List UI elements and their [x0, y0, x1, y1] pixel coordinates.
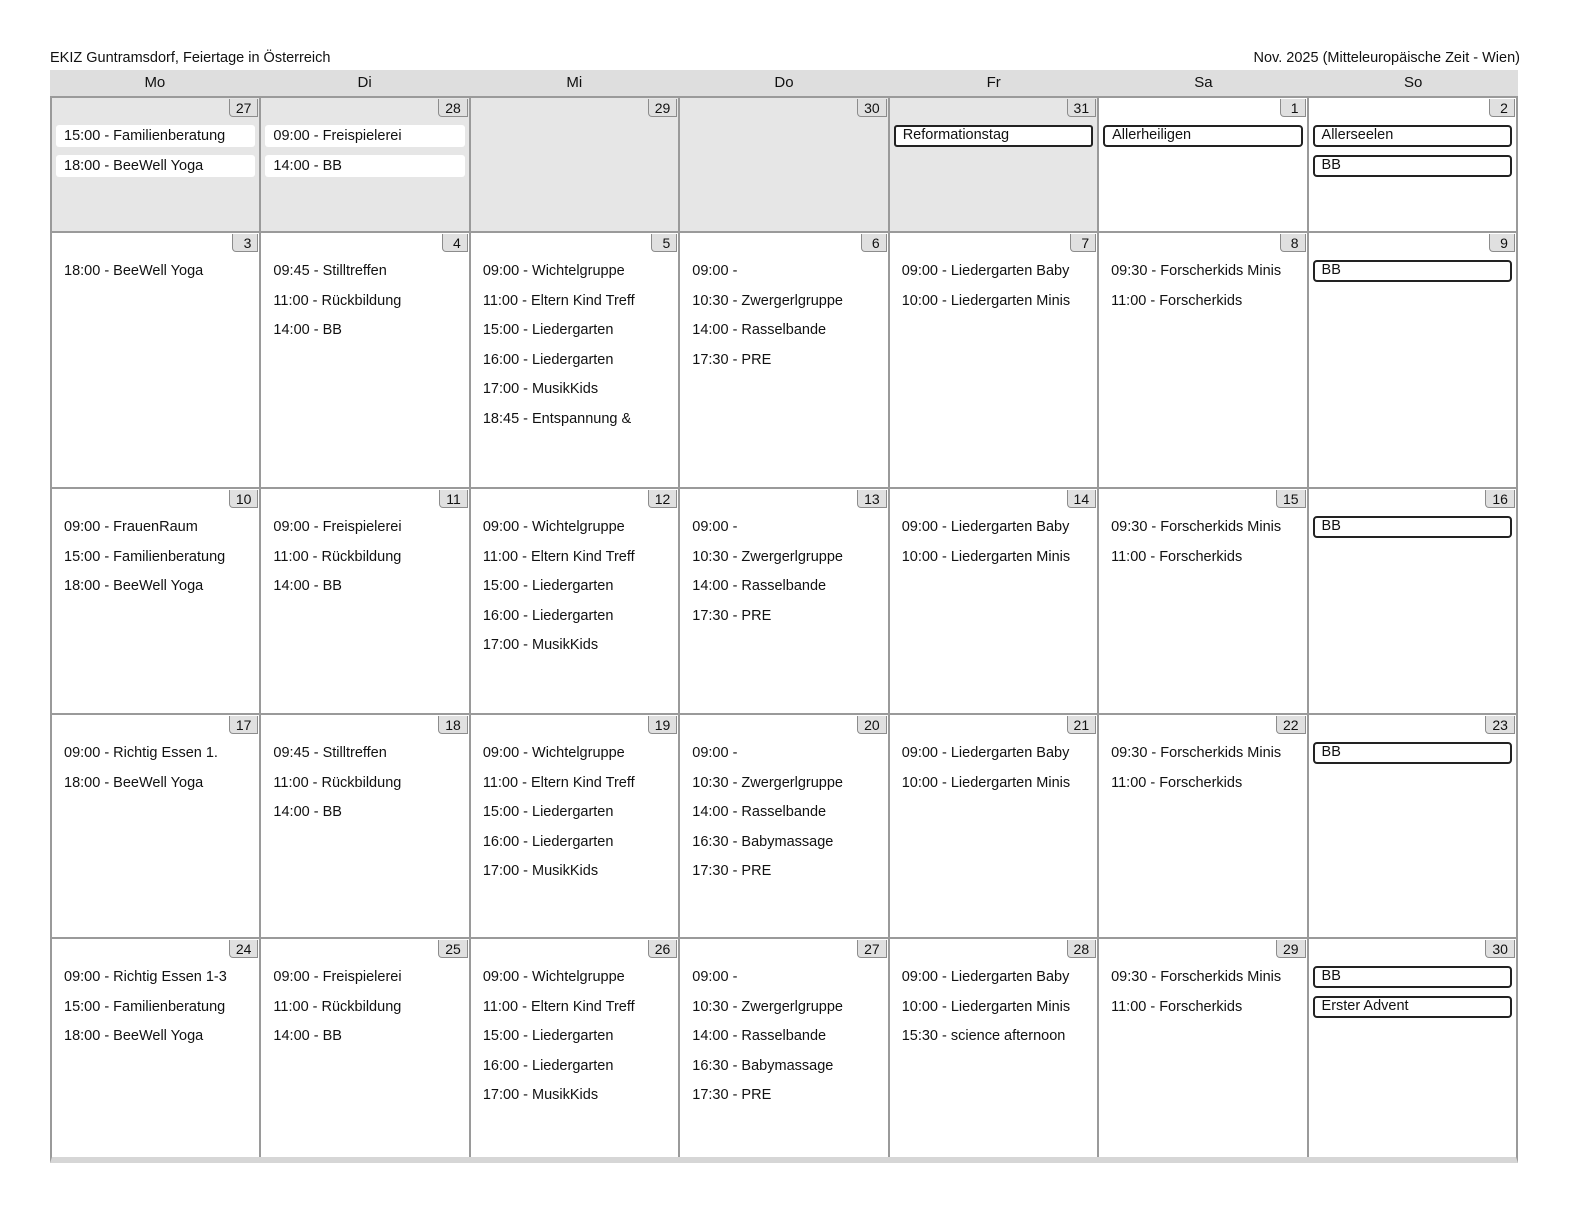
calendar-name: EKIZ Guntramsdorf, Feiertage in Österreich	[50, 50, 331, 66]
day-number[interactable]: 25	[438, 940, 468, 958]
event-item[interactable]: 09:30 - Forscherkids Minis	[1111, 519, 1282, 535]
day-number[interactable]: 29	[648, 99, 678, 117]
day-number[interactable]: 22	[1276, 716, 1306, 734]
event-item[interactable]: 15:00 - Liedergarten	[482, 578, 614, 594]
day-cell[interactable]	[259, 98, 468, 231]
event-item[interactable]: 09:00 -	[692, 969, 738, 985]
event-item[interactable]: 10:30 - Zwergerlgruppe	[692, 548, 843, 565]
event-list	[890, 260, 1097, 319]
day-cell[interactable]	[469, 715, 678, 937]
day-number[interactable]: 5	[651, 234, 677, 252]
event-list	[471, 516, 678, 664]
event-item[interactable]: 09:00 - FrauenRaum	[64, 519, 198, 535]
event-item[interactable]: 11:00 - Forscherkids	[1111, 774, 1243, 791]
event-item[interactable]: 18:00 - BeeWell Yoga	[56, 155, 255, 177]
week-row	[52, 96, 1516, 231]
event-item[interactable]: 14:00 - BB	[273, 804, 342, 820]
event-list	[890, 742, 1097, 801]
day-cell[interactable]	[1307, 489, 1516, 713]
event-item[interactable]: 17:30 - PRE	[692, 607, 772, 624]
day-cell[interactable]	[259, 233, 468, 487]
all-day-event[interactable]: Allerseelen	[1313, 125, 1512, 147]
event-item[interactable]: 09:00 -	[692, 745, 738, 761]
day-number[interactable]: 28	[438, 99, 468, 117]
day-number[interactable]: 10	[229, 490, 259, 508]
event-list	[1099, 260, 1306, 319]
event-item[interactable]: 14:00 - Rasselbande	[692, 1028, 827, 1044]
event-item[interactable]: 09:00 -	[692, 263, 738, 279]
event-item[interactable]: 09:30 - Forscherkids Minis	[1111, 969, 1282, 985]
day-cell[interactable]	[52, 233, 259, 487]
day-cell[interactable]	[1307, 98, 1516, 231]
day-number[interactable]: 18	[438, 716, 468, 734]
event-item[interactable]: 16:30 - Babymassage	[692, 1057, 834, 1074]
event-list	[1309, 260, 1516, 290]
day-cell[interactable]	[1097, 489, 1306, 713]
calendar-grid	[50, 96, 1518, 1163]
day-cell[interactable]	[888, 939, 1097, 1157]
day-number[interactable]: 4	[442, 234, 468, 252]
weekday-do: Do	[774, 74, 794, 91]
event-list	[890, 966, 1097, 1055]
event-list	[261, 125, 468, 184]
event-list	[1309, 125, 1516, 184]
day-number[interactable]: 15	[1276, 490, 1306, 508]
day-cell[interactable]	[888, 489, 1097, 713]
event-list	[471, 742, 678, 890]
event-item[interactable]: 15:00 - Liedergarten	[482, 322, 614, 338]
event-list	[471, 966, 678, 1114]
day-number[interactable]: 27	[229, 99, 259, 117]
event-item[interactable]: 11:00 - Rückbildung	[273, 292, 402, 309]
event-list	[52, 516, 259, 605]
event-item[interactable]: 16:30 - Babymassage	[692, 833, 834, 850]
event-item[interactable]: 11:00 - Eltern Kind Treff	[482, 998, 635, 1015]
event-list	[52, 260, 259, 290]
event-item[interactable]: 14:00 - Rasselbande	[692, 322, 827, 338]
event-list	[1309, 742, 1516, 772]
event-item[interactable]: 09:00 - Wichtelgruppe	[482, 969, 625, 985]
day-number[interactable]: 8	[1280, 234, 1306, 252]
day-cell[interactable]	[678, 489, 887, 713]
weekday-sa: Sa	[1194, 74, 1213, 91]
event-item[interactable]: 15:00 - Familienberatung	[64, 998, 226, 1015]
day-cell[interactable]	[888, 233, 1097, 487]
week-row	[52, 231, 1516, 487]
event-item[interactable]: 14:00 - BB	[273, 1028, 342, 1044]
weekday-mi: Mi	[566, 74, 583, 91]
event-item[interactable]: 17:00 - MusikKids	[482, 863, 599, 879]
day-number[interactable]: 26	[648, 940, 678, 958]
event-item[interactable]: 11:00 - Eltern Kind Treff	[482, 548, 635, 565]
event-item[interactable]: 18:00 - BeeWell Yoga	[64, 1028, 204, 1044]
event-list	[261, 260, 468, 349]
day-number[interactable]: 7	[1070, 234, 1096, 252]
day-number[interactable]: 2	[1489, 99, 1515, 117]
event-item[interactable]: 14:00 - BB	[265, 155, 464, 177]
event-item[interactable]: 17:00 - MusikKids	[482, 1087, 599, 1103]
event-item[interactable]: 17:30 - PRE	[692, 1087, 772, 1103]
event-list	[1099, 125, 1306, 155]
day-number[interactable]: 14	[1067, 490, 1097, 508]
event-item[interactable]: 17:30 - PRE	[692, 351, 772, 368]
day-number[interactable]: 13	[857, 490, 887, 508]
event-item[interactable]: 09:45 - Stilltreffen	[273, 263, 387, 279]
week-row	[52, 487, 1516, 713]
event-list	[261, 516, 468, 605]
all-day-event[interactable]: Allerheiligen	[1103, 125, 1302, 147]
day-number[interactable]: 20	[857, 716, 887, 734]
day-cell[interactable]	[678, 715, 887, 937]
event-list	[1309, 516, 1516, 546]
day-cell[interactable]	[469, 98, 678, 231]
day-cell[interactable]	[678, 233, 887, 487]
day-cell[interactable]	[1097, 939, 1306, 1157]
event-item[interactable]: 09:00 - Wichtelgruppe	[482, 519, 625, 535]
day-cell[interactable]	[52, 98, 259, 231]
event-item[interactable]: 18:00 - BeeWell Yoga	[64, 263, 204, 279]
day-number[interactable]: 30	[857, 99, 887, 117]
day-number[interactable]: 3	[232, 234, 258, 252]
event-list	[680, 260, 887, 378]
event-item[interactable]: 14:00 - Rasselbande	[692, 804, 827, 820]
event-item[interactable]: 14:00 - BB	[273, 578, 342, 594]
day-cell[interactable]	[469, 233, 678, 487]
event-item[interactable]: 09:00 - Liedergarten Baby	[901, 519, 1070, 535]
event-list	[680, 966, 887, 1114]
week-row	[52, 937, 1516, 1157]
event-item[interactable]: 09:45 - Stilltreffen	[273, 745, 387, 761]
event-item[interactable]: 09:00 - Wichtelgruppe	[482, 263, 625, 279]
event-list	[261, 966, 468, 1055]
day-cell[interactable]	[1307, 939, 1516, 1157]
event-item[interactable]: 11:00 - Eltern Kind Treff	[482, 292, 635, 309]
event-list	[52, 742, 259, 801]
all-day-event[interactable]: Erster Advent	[1313, 996, 1512, 1018]
day-number[interactable]: 17	[229, 716, 259, 734]
all-day-event[interactable]: BB	[1313, 516, 1512, 538]
event-item[interactable]: 15:00 - Familienberatung	[56, 125, 255, 147]
event-list	[1099, 516, 1306, 575]
day-cell[interactable]	[888, 98, 1097, 231]
event-item[interactable]: 09:30 - Forscherkids Minis	[1111, 745, 1282, 761]
day-number[interactable]: 23	[1485, 716, 1515, 734]
event-item[interactable]: 15:00 - Liedergarten	[482, 1028, 614, 1044]
event-item[interactable]: 11:00 - Rückbildung	[273, 998, 402, 1015]
event-item[interactable]: 09:00 - Richtig Essen 1.	[64, 745, 218, 761]
weekday-mo: Mo	[144, 74, 166, 91]
day-cell[interactable]	[52, 489, 259, 713]
all-day-event[interactable]: BB	[1313, 966, 1512, 988]
event-item[interactable]: 10:30 - Zwergerlgruppe	[692, 998, 843, 1015]
event-item[interactable]: 10:00 - Liedergarten Minis	[901, 292, 1071, 309]
all-day-event[interactable]: BB	[1313, 260, 1512, 282]
event-item[interactable]: 09:00 - Liedergarten Baby	[901, 745, 1070, 761]
event-item[interactable]: 14:00 - BB	[273, 322, 342, 338]
day-cell[interactable]	[1097, 98, 1306, 231]
event-item[interactable]: 10:30 - Zwergerlgruppe	[692, 292, 843, 309]
day-number[interactable]: 12	[648, 490, 678, 508]
event-list	[471, 260, 678, 437]
event-item[interactable]: 17:00 - MusikKids	[482, 381, 599, 397]
event-list	[261, 742, 468, 831]
day-cell[interactable]	[52, 939, 259, 1157]
event-item[interactable]: 09:00 -	[692, 519, 738, 535]
day-number[interactable]: 28	[1067, 940, 1097, 958]
event-item[interactable]: 16:00 - Liedergarten	[482, 1057, 614, 1074]
day-number[interactable]: 21	[1067, 716, 1097, 734]
event-item[interactable]: 11:00 - Rückbildung	[273, 548, 402, 565]
weekday-header	[50, 70, 1518, 96]
day-cell[interactable]	[52, 715, 259, 937]
week-row	[52, 713, 1516, 937]
event-item[interactable]: 16:00 - Liedergarten	[482, 833, 614, 850]
day-number[interactable]: 6	[861, 234, 887, 252]
event-item[interactable]: 09:00 - Freispielerei	[273, 519, 402, 535]
day-number[interactable]: 27	[857, 940, 887, 958]
event-item[interactable]: 15:00 - Familienberatung	[64, 548, 226, 565]
event-list	[680, 516, 887, 634]
event-item[interactable]: 16:00 - Liedergarten	[482, 351, 614, 368]
event-item[interactable]: 14:00 - Rasselbande	[692, 578, 827, 594]
event-list	[1309, 966, 1516, 1025]
event-list	[680, 742, 887, 890]
day-cell[interactable]	[259, 939, 468, 1157]
event-item[interactable]: 10:00 - Liedergarten Minis	[901, 774, 1071, 791]
day-number[interactable]: 1	[1280, 99, 1306, 117]
event-item[interactable]: 10:00 - Liedergarten Minis	[901, 548, 1071, 565]
event-list	[890, 125, 1097, 155]
event-list	[890, 516, 1097, 575]
all-day-event[interactable]: BB	[1313, 742, 1512, 764]
day-cell[interactable]	[1307, 233, 1516, 487]
day-cell[interactable]	[1097, 233, 1306, 487]
event-item[interactable]: 09:00 - Freispielerei	[265, 125, 464, 147]
day-cell[interactable]	[469, 489, 678, 713]
month-calendar	[50, 70, 1518, 1163]
event-item[interactable]: 18:45 - Entspannung &	[482, 410, 632, 427]
event-list	[52, 966, 259, 1055]
day-number[interactable]: 16	[1485, 490, 1515, 508]
event-item[interactable]: 10:00 - Liedergarten Minis	[901, 998, 1071, 1015]
event-item[interactable]: 09:00 - Wichtelgruppe	[482, 745, 625, 761]
event-list	[1099, 742, 1306, 801]
day-cell[interactable]	[888, 715, 1097, 937]
day-cell[interactable]	[678, 98, 887, 231]
event-item[interactable]: 09:00 - Freispielerei	[273, 969, 402, 985]
day-number[interactable]: 9	[1489, 234, 1515, 252]
day-number[interactable]: 31	[1067, 99, 1097, 117]
event-list	[52, 125, 259, 184]
day-cell[interactable]	[1307, 715, 1516, 937]
day-number[interactable]: 11	[439, 490, 468, 508]
weekday-so: So	[1403, 74, 1423, 91]
day-number[interactable]: 24	[229, 940, 259, 958]
month-title: Nov. 2025 (Mitteleuropäische Zeit - Wien)	[1253, 50, 1520, 66]
day-cell[interactable]	[469, 939, 678, 1157]
event-item[interactable]: 11:00 - Rückbildung	[273, 774, 402, 791]
event-item[interactable]: 10:30 - Zwergerlgruppe	[692, 774, 843, 791]
all-day-event[interactable]: BB	[1313, 155, 1512, 177]
event-item[interactable]: 09:00 - Liedergarten Baby	[901, 263, 1070, 279]
weekday-di: Di	[357, 74, 372, 91]
event-item[interactable]: 09:00 - Liedergarten Baby	[901, 969, 1070, 985]
day-number[interactable]: 29	[1276, 940, 1306, 958]
event-item[interactable]: 15:00 - Liedergarten	[482, 804, 614, 820]
event-item[interactable]: 16:00 - Liedergarten	[482, 607, 614, 624]
day-number[interactable]: 30	[1485, 940, 1515, 958]
event-item[interactable]: 15:30 - science afternoon	[901, 1028, 1066, 1044]
event-item[interactable]: 17:00 - MusikKids	[482, 637, 599, 653]
event-item[interactable]: 17:30 - PRE	[692, 863, 772, 879]
event-item[interactable]: 18:00 - BeeWell Yoga	[64, 774, 204, 791]
day-number[interactable]: 19	[648, 716, 678, 734]
day-cell[interactable]	[259, 715, 468, 937]
day-cell[interactable]	[259, 489, 468, 713]
event-item[interactable]: 11:00 - Forscherkids	[1111, 998, 1243, 1015]
event-item[interactable]: 11:00 - Forscherkids	[1111, 548, 1243, 565]
event-item[interactable]: 11:00 - Eltern Kind Treff	[482, 774, 635, 791]
event-item[interactable]: 11:00 - Forscherkids	[1111, 292, 1243, 309]
event-item[interactable]: 09:00 - Richtig Essen 1-3	[64, 969, 227, 985]
event-list	[1099, 966, 1306, 1025]
event-item[interactable]: 09:30 - Forscherkids Minis	[1111, 263, 1282, 279]
day-cell[interactable]	[1097, 715, 1306, 937]
day-cell[interactable]	[678, 939, 887, 1157]
event-item[interactable]: 18:00 - BeeWell Yoga	[64, 578, 204, 594]
all-day-event[interactable]: Reformationstag	[894, 125, 1093, 147]
weekday-fr: Fr	[986, 74, 1001, 91]
